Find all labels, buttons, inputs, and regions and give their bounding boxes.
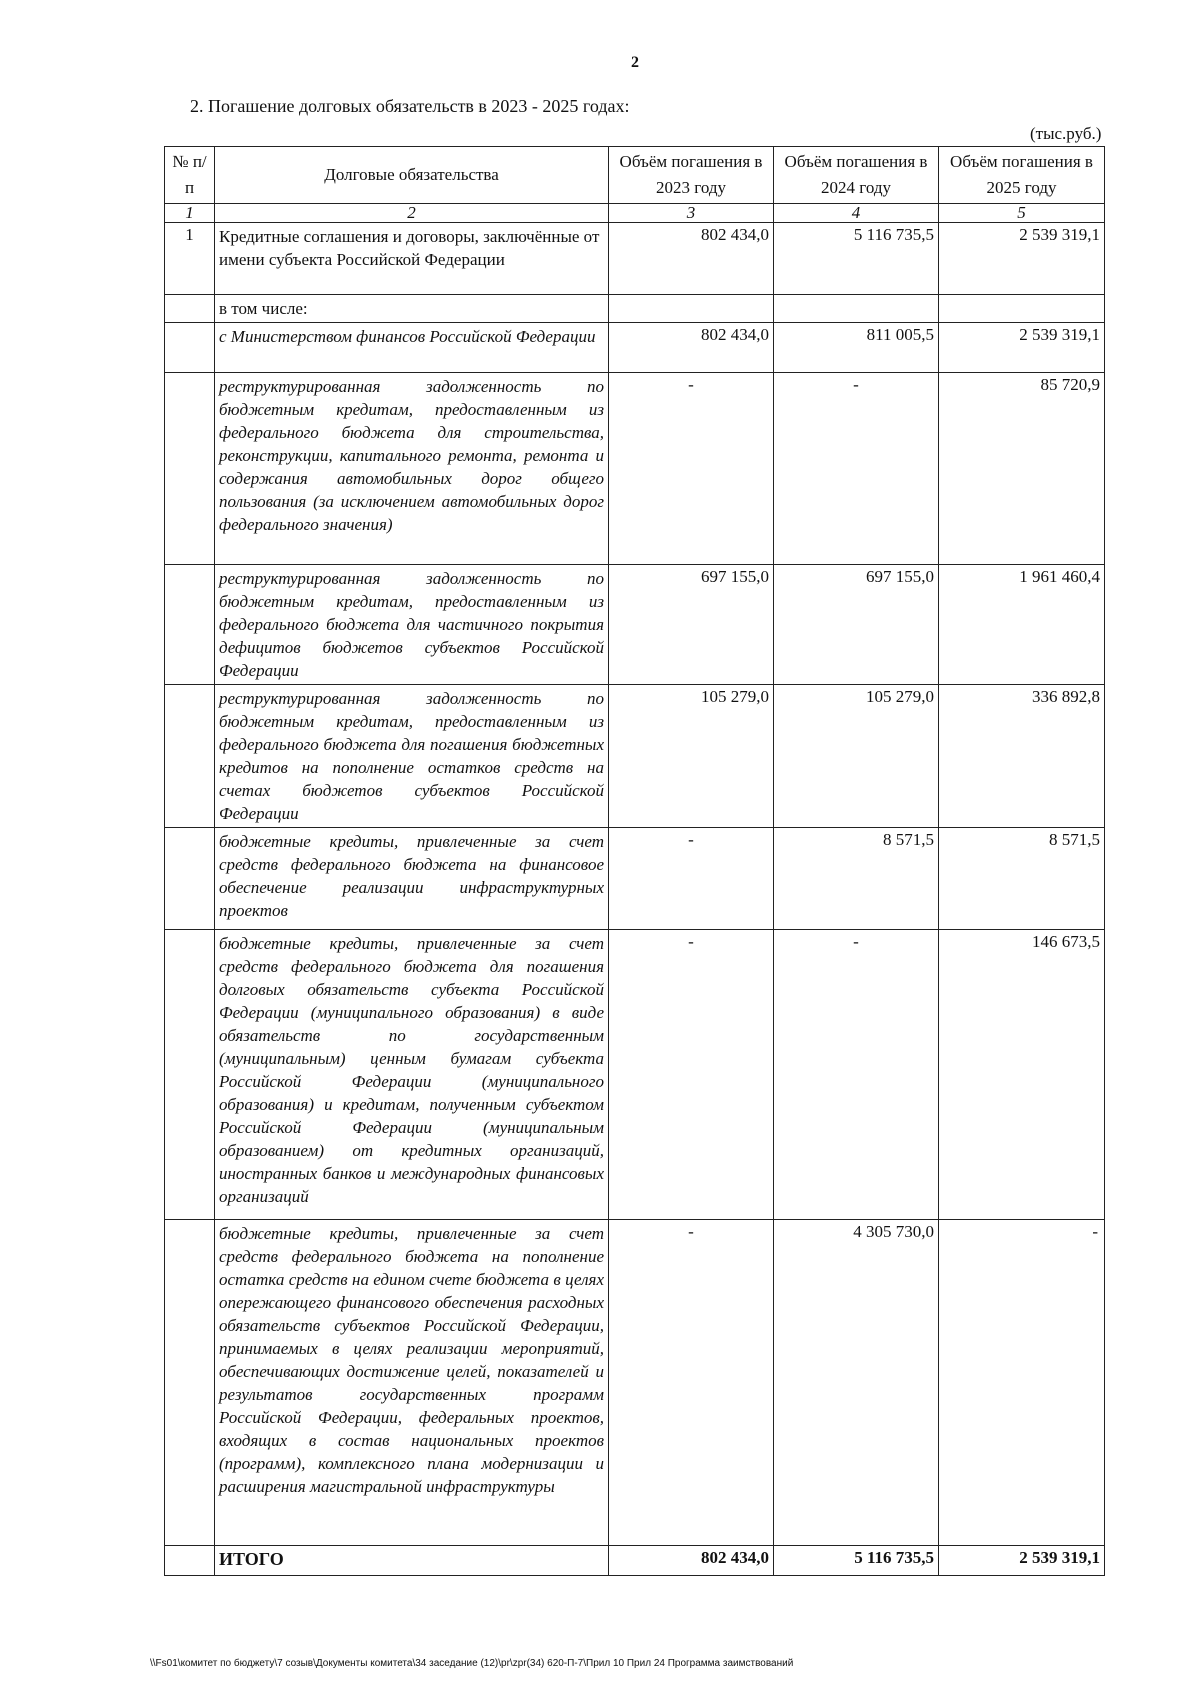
total-row [165,1546,1105,1576]
row-name: с Министерством финансов Российской Федерации [215,323,609,373]
value-2024: 5 116 735,5 [774,223,939,295]
header-name: Долговые обязательства [215,147,609,204]
value-2024: - [774,930,939,1220]
value-2025: 1 961 460,4 [939,565,1105,685]
row-number: 1 [165,223,215,295]
total-2023: 802 434,0 [609,1546,774,1576]
header-2023: Объём погашения в 2023 году [609,147,774,204]
value-2023: 697 155,0 [609,565,774,685]
value-2025: 8 571,5 [939,828,1105,930]
table-row [165,223,1105,295]
table-row [165,565,1105,685]
total-label: ИТОГО [215,1546,609,1576]
debt-repayment-table [164,146,1105,1576]
table-row [165,373,1105,565]
value-2023: - [609,1220,774,1546]
value-2024: 105 279,0 [774,685,939,828]
value-2023: 802 434,0 [609,323,774,373]
row-name: бюджетные кредиты, привлеченные за счет средств федерального бюджета на пополнение остатка средств на едином счете бюджета в целях опережающего финансового обеспечения расходных обязательств субъектов Российской Федерации, принимаемых в целях реализации мероприятий, обеспечивающих достижение целей, показателей и результатов государственных программ Российской Федерации, федеральных проектов, входящих в состав национальных проектов (программ), комплексного плана модернизации и расширения магистральной инфраструктуры [215,1220,609,1546]
value-2023: - [609,828,774,930]
row-name: бюджетные кредиты, привлеченные за счет средств федерального бюджета для погашения долговых обязательств субъекта Российской Федерации (муниципального образования) в виде обязательств по государственным (муниципальным) ценным бумагам субъекта Российской Федерации (муниципального образования) и кредитам, полученным субъектом Российской Федерации (муниципальным образованием) от кредитных организаций, иностранных банков и международных финансовых организаций [215,930,609,1220]
section-heading: 2. Погашение долговых обязательств в 2023 - 2025 годах: [190,96,630,116]
column-number-row [165,204,1105,223]
value-2023: 802 434,0 [609,223,774,295]
value-2023: - [609,930,774,1220]
value-2025: 2 539 319,1 [939,223,1105,295]
value-2024: 4 305 730,0 [774,1220,939,1546]
value-2023: 105 279,0 [609,685,774,828]
value-2025: 146 673,5 [939,930,1105,1220]
table-row [165,828,1105,930]
row-name: бюджетные кредиты, привлеченные за счет средств федерального бюджета на финансовое обеспечение реализации инфраструктурных проектов [215,828,609,930]
table-row [165,295,1105,323]
table-row [165,685,1105,828]
value-2025: 2 539 319,1 [939,323,1105,373]
table-row [165,1220,1105,1546]
total-2025: 2 539 319,1 [939,1546,1105,1576]
value-2024: 697 155,0 [774,565,939,685]
header-2025: Объём погашения в 2025 году [939,147,1105,204]
page-number: 2 [631,54,639,71]
header-2024: Объём погашения в 2024 году [774,147,939,204]
including-label: в том числе: [215,295,609,323]
header-num: № п/п [165,147,215,204]
column-number: 4 [774,204,939,223]
column-number: 1 [165,204,215,223]
value-2025: 336 892,8 [939,685,1105,828]
value-2024: 8 571,5 [774,828,939,930]
value-2023: - [609,373,774,565]
row-name: реструктурированная задолженность по бюджетным кредитам, предоставленным из федерального бюджета для частичного покрытия дефицитов бюджетов субъектов Российской Федерации [215,565,609,685]
value-2025: - [939,1220,1105,1546]
header-row [165,147,1105,204]
units-label: (тыс.руб.) [1030,124,1102,143]
column-number: 5 [939,204,1105,223]
total-2024: 5 116 735,5 [774,1546,939,1576]
footer-file-path: \\Fs01\комитет по бюджету\7 созыв\Документы комитета\34 заседание (12)\pr\zpr(34) 620-П-7\Прил 10 Прил 24 Программа заимствований [150,1658,794,1669]
column-number: 3 [609,204,774,223]
column-number: 2 [215,204,609,223]
row-name: реструктурированная задолженность по бюджетным кредитам, предоставленным из федерального бюджета для строительства, реконструкции, капитального ремонта, ремонта и содержания автомобильных дорог общего пользования (за исключением автомобильных дорог федерального значения) [215,373,609,565]
table-row [165,930,1105,1220]
value-2024: 811 005,5 [774,323,939,373]
value-2024: - [774,373,939,565]
row-name: Кредитные соглашения и договоры, заключённые от имени субъекта Российской Федерации [215,223,609,295]
row-name: реструктурированная задолженность по бюджетным кредитам, предоставленным из федерального бюджета для погашения бюджетных кредитов на пополнение остатков средств на счетах бюджетов субъектов Российской Федерации [215,685,609,828]
value-2025: 85 720,9 [939,373,1105,565]
table-row [165,323,1105,373]
